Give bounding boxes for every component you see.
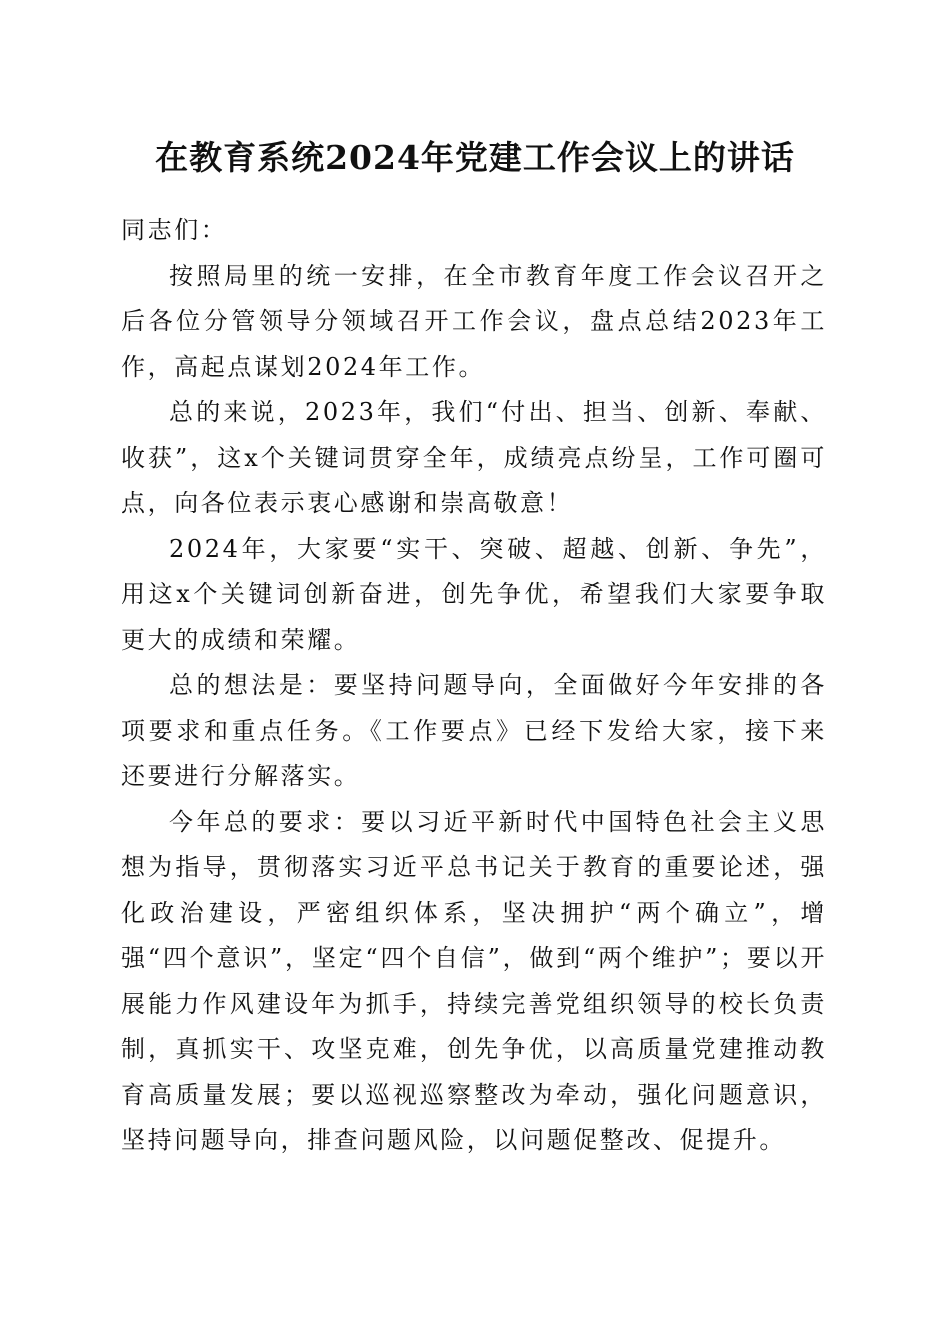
- paragraph-4: 总的想法是：要坚持问题导向，全面做好今年安排的各项要求和重点任务。《工作要点》已经下发给大家，接下来还要进行分解落实。: [121, 671, 827, 790]
- paragraph-3: 2024年，大家要“实干、突破、超越、创新、争先”，用这x个关键词创新奋进，创先争优，希望我们大家要争取更大的成绩和荣耀。: [121, 534, 827, 654]
- paragraph-5: 今年总的要求：要以习近平新时代中国特色社会主义思想为指导，贯彻落实习近平总书记关于教育的重要论述，强化政治建设，严密组织体系，坚决拥护“两个确立”，增强“四个意识”，坚定“四个自信”，做到“两个维护”；要以开展能力作风建设年为抓手，持续完善党组织领导的校长负责制，真抓实干、攻坚克难，创先争优，以高质量党建推动教育高质量发展；要以巡视巡察整改为牵动，强化问题意识，坚持问题导向，排查问题风险，以问题促整改、促提升。: [121, 807, 827, 1154]
- paragraph-2: 总的来说，2023年，我们“付出、担当、创新、奉献、收获”，这x个关键词贯穿全年，成绩亮点纷呈，工作可圈可点，向各位表示衷心感谢和崇高敬意！: [121, 398, 827, 517]
- document-body: [121, 208, 827, 1164]
- salutation: 同志们：: [121, 216, 228, 244]
- document-title: 在教育系统2024年党建工作会议上的讲话: [155, 138, 795, 177]
- paragraph-1: 按照局里的统一安排，在全市教育年度工作会议召开之后各位分管领导分领域召开工作会议，盘点总结2023年工作，高起点谋划2024年工作。: [121, 261, 827, 381]
